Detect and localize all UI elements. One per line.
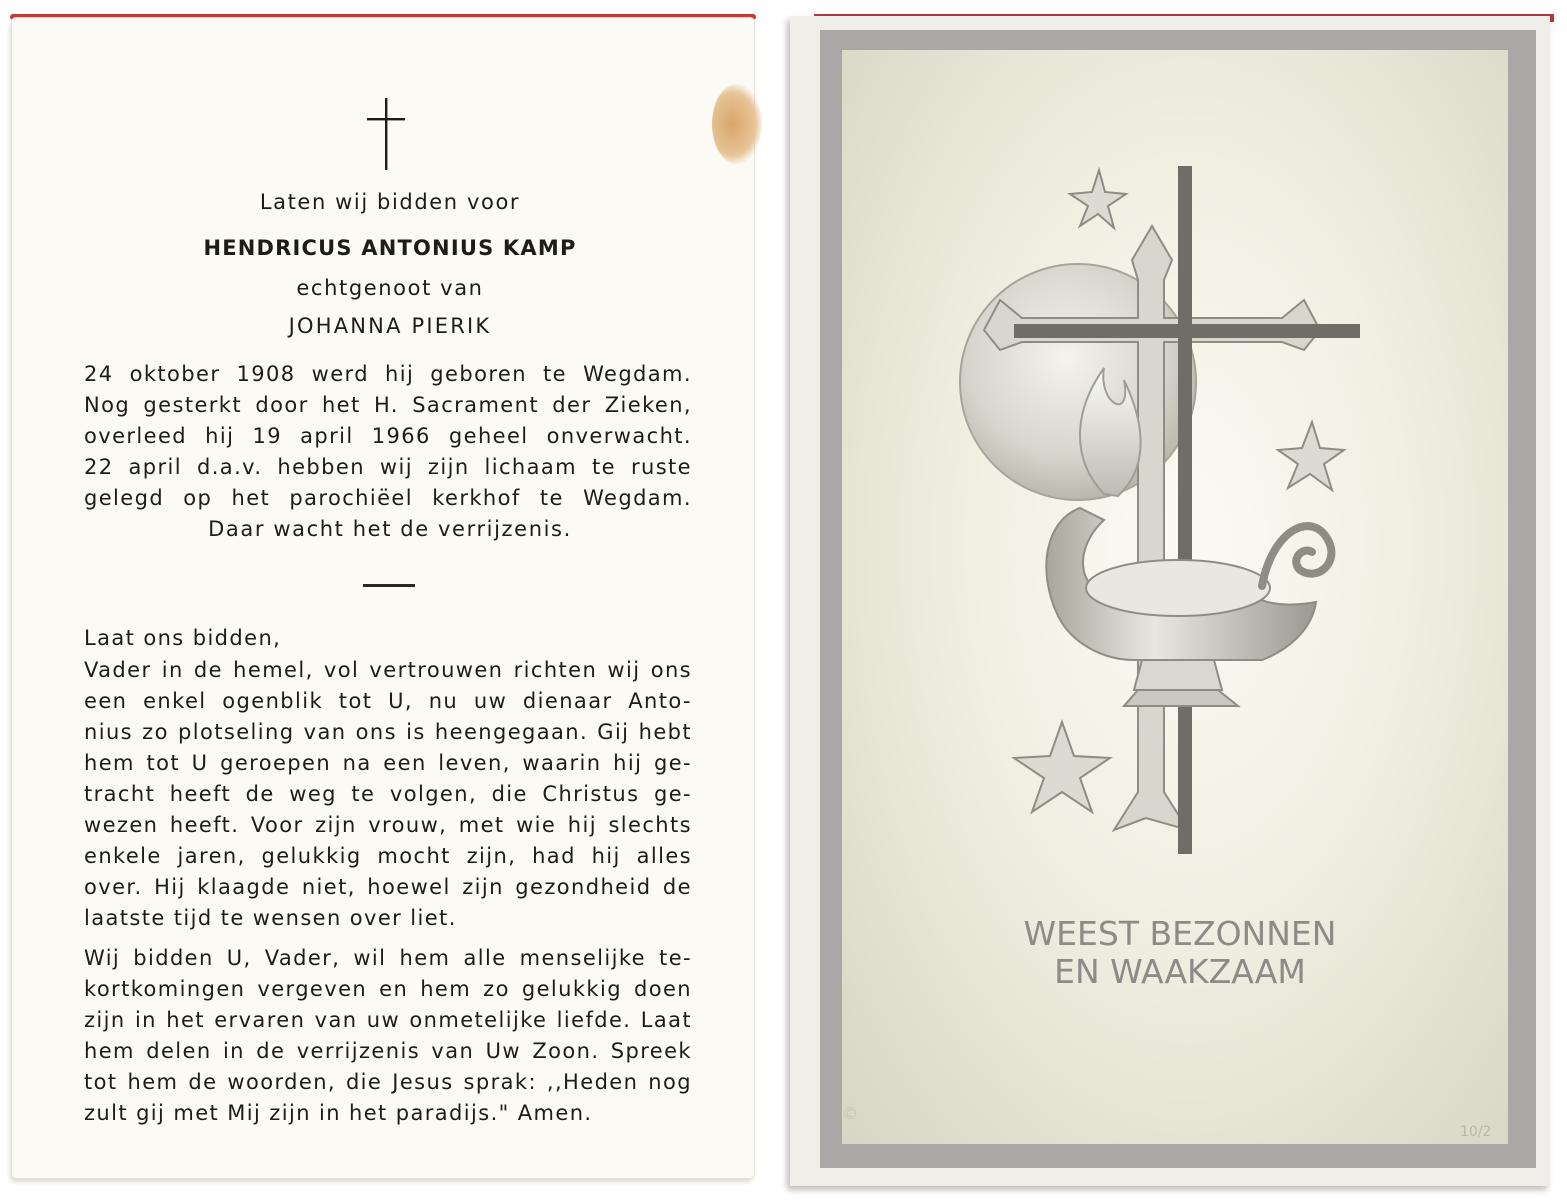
prayer-line: tracht heeft de weg te volgen, die Christus ge- — [84, 782, 692, 806]
copyright-mark: © — [842, 1104, 858, 1123]
print-code: 10/2 — [1460, 1124, 1492, 1140]
prayer-heading: Laten wij bidden voor — [259, 190, 521, 214]
relation-label: echtgenoot van — [296, 276, 484, 300]
prayer-line: laatste tijd te wensen over liet. — [84, 906, 457, 930]
bio-line: Nog gesterkt door het H. Sacrament der Zieken, — [84, 393, 692, 417]
motto-line-2: EN WAAKZAAM — [1054, 952, 1306, 991]
prayer2-line: kortkomingen vergeven en hem zo gelukkig doen — [84, 977, 692, 1001]
prayer-line: Vader in de hemel, vol vertrouwen richten wij ons — [84, 658, 692, 682]
prayer-line: Laat ons bidden, — [84, 626, 282, 650]
star-icon — [1070, 170, 1126, 228]
cross-icon — [362, 96, 410, 172]
prayer-line: enkele jaren, gelukkig mocht zijn, had hij alles — [84, 844, 692, 868]
bio-line: 22 april d.a.v. hebben wij zijn lichaam te ruste — [84, 455, 692, 479]
prayer-line: hem tot U geroepen na een leven, waarin hij ge- — [84, 751, 692, 775]
star-icon — [1278, 422, 1344, 490]
prayer-line: een enkel ogenblik tot U, nu uw dienaar Anto- — [84, 689, 692, 713]
prayer2-line: tot hem de woorden, die Jesus sprak: ,,Heden nog — [84, 1070, 692, 1094]
section-divider — [363, 584, 415, 587]
bio-line: 24 oktober 1908 werd hij geboren te Wegdam. — [84, 362, 692, 386]
bio-line-last: Daar wacht het de verrijzenis. — [208, 517, 572, 541]
prayer-line: wezen heeft. Voor zijn vrouw, met wie hij slechts — [84, 813, 692, 837]
paper-stain — [712, 84, 762, 164]
prayer2-line: zijn in het ervaren van uw onmetelijke liefde. Laat — [84, 1008, 692, 1032]
prayer2-line: zult gij met Mij zijn in het paradijs." Amen. — [84, 1101, 593, 1125]
prayer2-line: hem delen in de verrijzenis van Uw Zoon. Spreek — [84, 1039, 692, 1063]
cross-icon — [1014, 324, 1360, 338]
bio-line: overleed hij 19 april 1966 geheel onverwacht. — [84, 424, 692, 448]
star-icon — [1014, 722, 1110, 812]
bio-line: gelegd op het parochiëel kerkhof te Wegdam. — [84, 486, 692, 510]
prayer2-line: Wij bidden U, Vader, wil hem alle menselijke te- — [84, 946, 692, 970]
motto-line-1: WEEST BEZONNEN — [1023, 914, 1337, 953]
deceased-name: HENDRICUS ANTONIUS KAMP — [203, 236, 577, 260]
prayer-line: over. Hij klaagde niet, hoewel zijn gezondheid de — [84, 875, 692, 899]
cross-icon — [1178, 166, 1192, 854]
prayer-line: nius zo plotseling van ons is heengegaan. Gij hebt — [84, 720, 692, 744]
spouse-name: JOHANNA PIERIK — [288, 314, 492, 338]
